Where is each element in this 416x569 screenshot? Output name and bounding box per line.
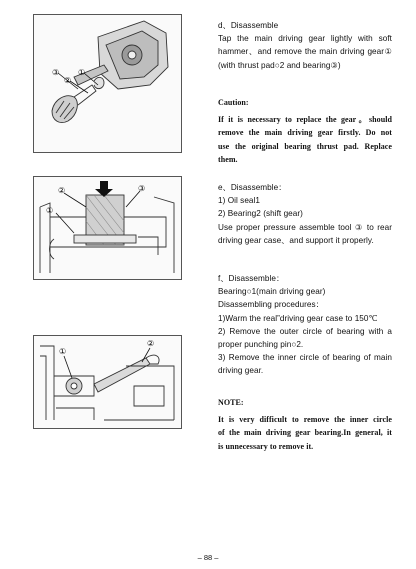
label-3: ③ xyxy=(138,184,146,193)
label-2: ② xyxy=(64,76,72,85)
section-f-line: Disassembling procedures： xyxy=(218,300,324,310)
caution-line: them. xyxy=(218,154,238,164)
section-e-heading: e、Disassemble： xyxy=(218,183,287,192)
caution-line: If it is necessary to replace the gear。should xyxy=(218,115,392,125)
note-block xyxy=(218,396,392,453)
label-1: ① xyxy=(78,68,86,77)
figure-pressure-tool xyxy=(33,176,182,280)
pressure-tool-drawing xyxy=(34,177,181,279)
page-number: – 88 – xyxy=(197,553,219,562)
caution-block xyxy=(218,96,392,166)
figure-bearing-removal xyxy=(33,335,182,429)
bearing-removal-drawing xyxy=(34,336,181,428)
gear-assembly-drawing xyxy=(34,15,181,152)
section-e-line: 1) Oil seal1 xyxy=(218,196,261,206)
label-1: ① xyxy=(46,206,54,215)
section-d-line: (with thrust pad○2 and bearing③) xyxy=(218,60,341,70)
figure-main-driving-gear xyxy=(33,14,182,153)
section-d-heading: d、Disassemble xyxy=(218,21,279,30)
note-line: It is very difficult to remove the inner circle xyxy=(218,415,392,425)
label-2: ② xyxy=(58,186,66,195)
caution-line: use the original bearing thrust pad. Replace xyxy=(218,141,392,151)
section-e-text xyxy=(218,181,392,247)
section-f-text xyxy=(218,272,392,378)
section-f-line: 1)Warm the real”driving gear case to 150℃ xyxy=(218,313,378,323)
label-2: ② xyxy=(147,339,155,348)
section-d-text xyxy=(218,19,392,72)
section-f-line: Bearing○1(main driving gear) xyxy=(218,287,326,297)
caution-heading: Caution: xyxy=(218,98,249,107)
section-f-line: 2) Remove the outer circle of bearing with a xyxy=(218,326,392,336)
note-line: of the main driving gear bearing.In general, it xyxy=(218,428,392,438)
section-f-heading: f、Disassemble： xyxy=(218,274,285,283)
section-d-line: hammer、and remove the main driving gear① xyxy=(218,47,392,57)
section-e-line: driving gear case、and support it properly. xyxy=(218,235,374,245)
caution-line: remove the main driving gear firstly. Do not xyxy=(218,128,392,138)
section-e-line: Use proper pressure assemble tool ③ to rear xyxy=(218,222,392,232)
section-f-line: proper punching pin○2. xyxy=(218,340,304,350)
section-d-line: Tap the main driving gear lightly with soft xyxy=(218,34,392,44)
note-line: is unnecessary to remove it. xyxy=(218,441,314,451)
section-e-line: 2) Bearing2 (shift gear) xyxy=(218,209,303,219)
label-1: ① xyxy=(59,347,67,356)
note-heading: NOTE: xyxy=(218,398,244,407)
section-f-line: driving gear. xyxy=(218,366,264,376)
label-3: ③ xyxy=(52,68,60,77)
section-f-line: 3) Remove the inner circle of bearing of main xyxy=(218,353,392,363)
